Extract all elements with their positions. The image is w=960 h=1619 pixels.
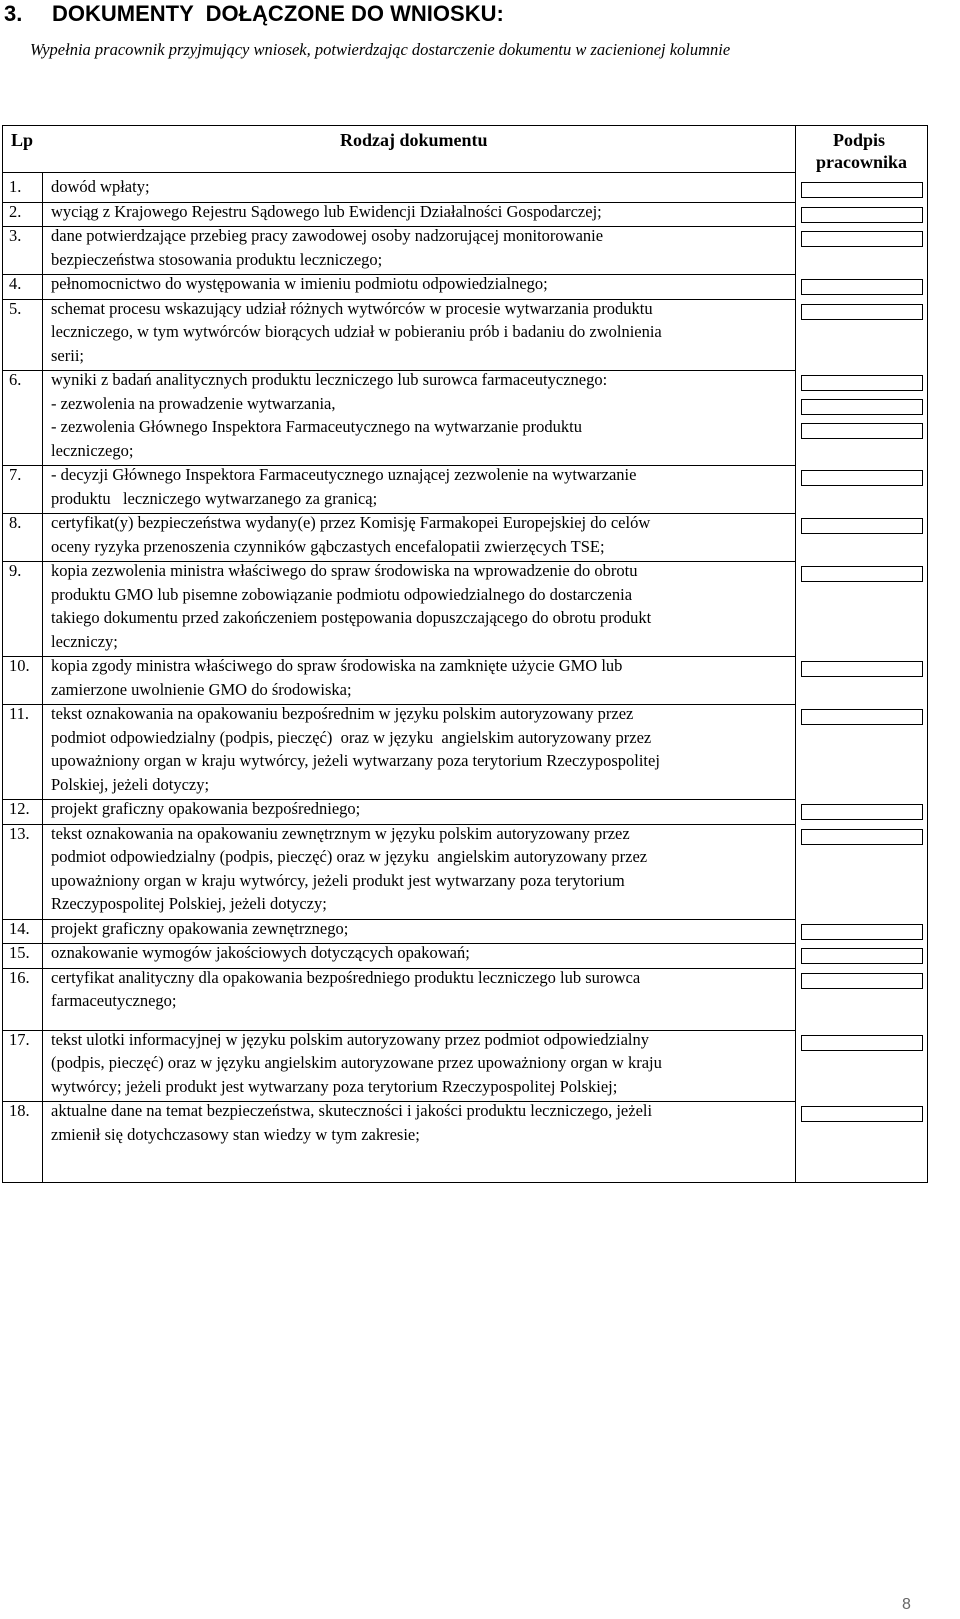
row-number: 14. xyxy=(9,918,30,938)
header-signature-line2: pracownika xyxy=(816,152,908,172)
signature-field[interactable] xyxy=(801,566,923,582)
document-description-line: - zezwolenia na prowadzenie wytwarzania, xyxy=(51,393,336,413)
row-number: 13. xyxy=(9,823,30,843)
document-description-line: tekst ulotki informacyjnej w języku polskim autoryzowany przez podmiot odpowiedzialny xyxy=(51,1029,649,1049)
table-border-left xyxy=(2,125,3,1182)
row-number: 2. xyxy=(9,201,22,221)
row-number: 15. xyxy=(9,943,30,962)
signature-field[interactable] xyxy=(801,279,923,295)
document-description-line: upoważniony organ w kraju wytwórcy, jeżeli wytwarzany poza terytorium Rzeczypospolitej xyxy=(51,751,660,770)
row-number: 6. xyxy=(9,370,22,389)
header-document-type: Rodzaj dokumentu xyxy=(340,130,488,150)
header-lp: Lp xyxy=(11,130,34,150)
table-divider-signature xyxy=(795,125,796,1182)
signature-field[interactable] xyxy=(801,1035,923,1051)
row-number: 4. xyxy=(9,274,22,293)
document-description-line: projekt graficzny opakowania zewnętrznego; xyxy=(51,918,349,938)
document-description-line: kopia zezwolenia ministra właściwego do spraw środowiska na wprowadzenie do obrotu xyxy=(51,561,638,580)
document-description-line: leczniczego, w tym wytwórców biorących udział w pobieraniu prób i badaniu do zwolnienia xyxy=(51,322,662,341)
signature-field[interactable] xyxy=(801,231,923,247)
document-description-line: - zezwolenia Głównego Inspektora Farmaceutycznego na wytwarzanie produktu xyxy=(51,417,582,436)
document-description-line: farmaceutycznego; xyxy=(51,991,177,1010)
document-description-line: (podpis, pieczęć) oraz w języku angielskim autoryzowane przez upoważniony organ w kraju xyxy=(51,1053,662,1072)
row-number: 18. xyxy=(9,1101,30,1120)
signature-field[interactable] xyxy=(801,399,923,415)
document-description-line: produktu GMO lub pisemne zobowiązanie podmiotu odpowiedzialnego do dostarczenia xyxy=(51,584,633,604)
signature-field[interactable] xyxy=(801,423,923,439)
document-description-line: Rzeczypospolitej Polskiej, jeżeli dotyczy; xyxy=(51,894,327,913)
table-border-top xyxy=(2,125,928,126)
document-description-line: leczniczy; xyxy=(51,631,118,651)
header-signature-line1: Podpis xyxy=(833,130,886,150)
signature-field[interactable] xyxy=(801,661,923,677)
document-description-line: dane potwierdzające przebieg pracy zawodowej osoby nadzorującej monitorowanie xyxy=(51,226,604,245)
signature-field[interactable] xyxy=(801,207,923,223)
header-divider xyxy=(2,172,795,173)
signature-field[interactable] xyxy=(801,829,923,845)
section-instruction: Wypełnia pracownik przyjmujący wniosek, potwierdzając dostarczenie dokumentu w zacienionej kolumnie xyxy=(30,40,731,59)
table-border-right xyxy=(927,125,928,1182)
document-description-line: - decyzji Głównego Inspektora Farmaceutycznego uznającej zezwolenie na wytwarzanie xyxy=(51,465,637,484)
table-divider-lp xyxy=(42,172,43,1182)
signature-field[interactable] xyxy=(801,182,923,198)
table-border-bottom xyxy=(2,1182,928,1183)
document-description-line: podmiot odpowiedzialny (podpis, pieczęć) oraz w języku angielskim autoryzowany przez xyxy=(51,847,648,866)
document-description-line: zmienił się dotychczasowy stan wiedzy w tym zakresie; xyxy=(51,1124,420,1144)
document-description-line: serii; xyxy=(51,345,84,365)
row-number: 1. xyxy=(9,177,22,196)
row-number: 10. xyxy=(9,656,30,675)
signature-field[interactable] xyxy=(801,470,923,486)
row-number: 17. xyxy=(9,1029,30,1049)
document-description-line: bezpieczeństwa stosowania produktu leczniczego; xyxy=(51,249,383,269)
signature-field[interactable] xyxy=(801,924,923,940)
row-number: 8. xyxy=(9,513,22,532)
document-description-line: podmiot odpowiedzialny (podpis, pieczęć) oraz w języku angielskim autoryzowany przez xyxy=(51,727,652,747)
signature-field[interactable] xyxy=(801,1106,923,1122)
section-number: 3. xyxy=(4,1,23,26)
section-title: DOKUMENTY DOŁĄCZONE DO WNIOSKU: xyxy=(52,1,504,26)
document-description-line: pełnomocnictwo do występowania w imieniu podmiotu odpowiedzialnego; xyxy=(51,274,548,293)
document-description-line: zamierzone uwolnienie GMO do środowiska; xyxy=(51,679,352,699)
document-description-line: projekt graficzny opakowania bezpośredniego; xyxy=(51,799,361,818)
document-description-line: tekst oznakowania na opakowaniu bezpośrednim w języku polskim autoryzowany przez xyxy=(51,704,634,723)
document-description-line: Polskiej, jeżeli dotyczy; xyxy=(51,774,210,794)
signature-field[interactable] xyxy=(801,375,923,391)
document-description-line: tekst oznakowania na opakowaniu zewnętrznym w języku polskim autoryzowany przez xyxy=(51,823,630,843)
document-description-line: oceny ryzyka przenoszenia czynników gąbczastych encefalopatii zwierzęcych TSE; xyxy=(51,536,605,556)
signature-field[interactable] xyxy=(801,709,923,725)
document-description-line: wyniki z badań analitycznych produktu leczniczego lub surowca farmaceutycznego: xyxy=(51,370,608,389)
row-number: 5. xyxy=(9,298,22,318)
document-description-line: dowód wpłaty; xyxy=(51,177,150,196)
document-description-line: certyfikat analityczny dla opakowania bezpośredniego produktu leczniczego lub surowca xyxy=(51,967,641,987)
signature-field[interactable] xyxy=(801,804,923,820)
document-description-line: schemat procesu wskazujący udział różnych wytwórców w procesie wytwarzania produktu xyxy=(51,298,653,318)
signature-field[interactable] xyxy=(801,518,923,534)
document-description-line: aktualne dane na temat bezpieczeństwa, skuteczności i jakości produktu leczniczego, jeżeli xyxy=(51,1101,653,1120)
document-description-line: produktu leczniczego wytwarzanego za granicą; xyxy=(51,488,378,508)
document-description-line: kopia zgody ministra właściwego do spraw środowiska na zamknięte użycie GMO lub xyxy=(51,656,623,675)
document-description-line: wyciąg z Krajowego Rejestru Sądowego lub Ewidencji Działalności Gospodarczej; xyxy=(51,201,602,221)
document-description-line: leczniczego; xyxy=(51,440,134,460)
document-description-line: certyfikat(y) bezpieczeństwa wydany(e) przez Komisję Farmakopei Europejskiej do celów xyxy=(51,513,651,532)
row-number: 7. xyxy=(9,465,22,484)
document-description-line: wytwórcy; jeżeli produkt jest wytwarzany poza terytorium Rzeczypospolitej Polskiej; xyxy=(51,1076,618,1096)
document-description-line: oznakowanie wymogów jakościowych dotyczących opakowań; xyxy=(51,943,470,962)
row-number: 16. xyxy=(9,967,30,987)
row-number: 3. xyxy=(9,226,22,245)
row-number: 11. xyxy=(9,704,30,723)
signature-field[interactable] xyxy=(801,973,923,989)
document-description-line: takiego dokumentu przed zakończeniem postępowania dopuszczającego do obrotu produkt xyxy=(51,608,652,627)
page-number: 8 xyxy=(902,1596,911,1613)
row-number: 12. xyxy=(9,799,30,818)
document-description-line: upoważniony organ w kraju wytwórcy, jeżeli produkt jest wytwarzany poza terytorium xyxy=(51,870,625,890)
signature-field[interactable] xyxy=(801,304,923,320)
row-number: 9. xyxy=(9,561,22,580)
signature-field[interactable] xyxy=(801,948,923,964)
